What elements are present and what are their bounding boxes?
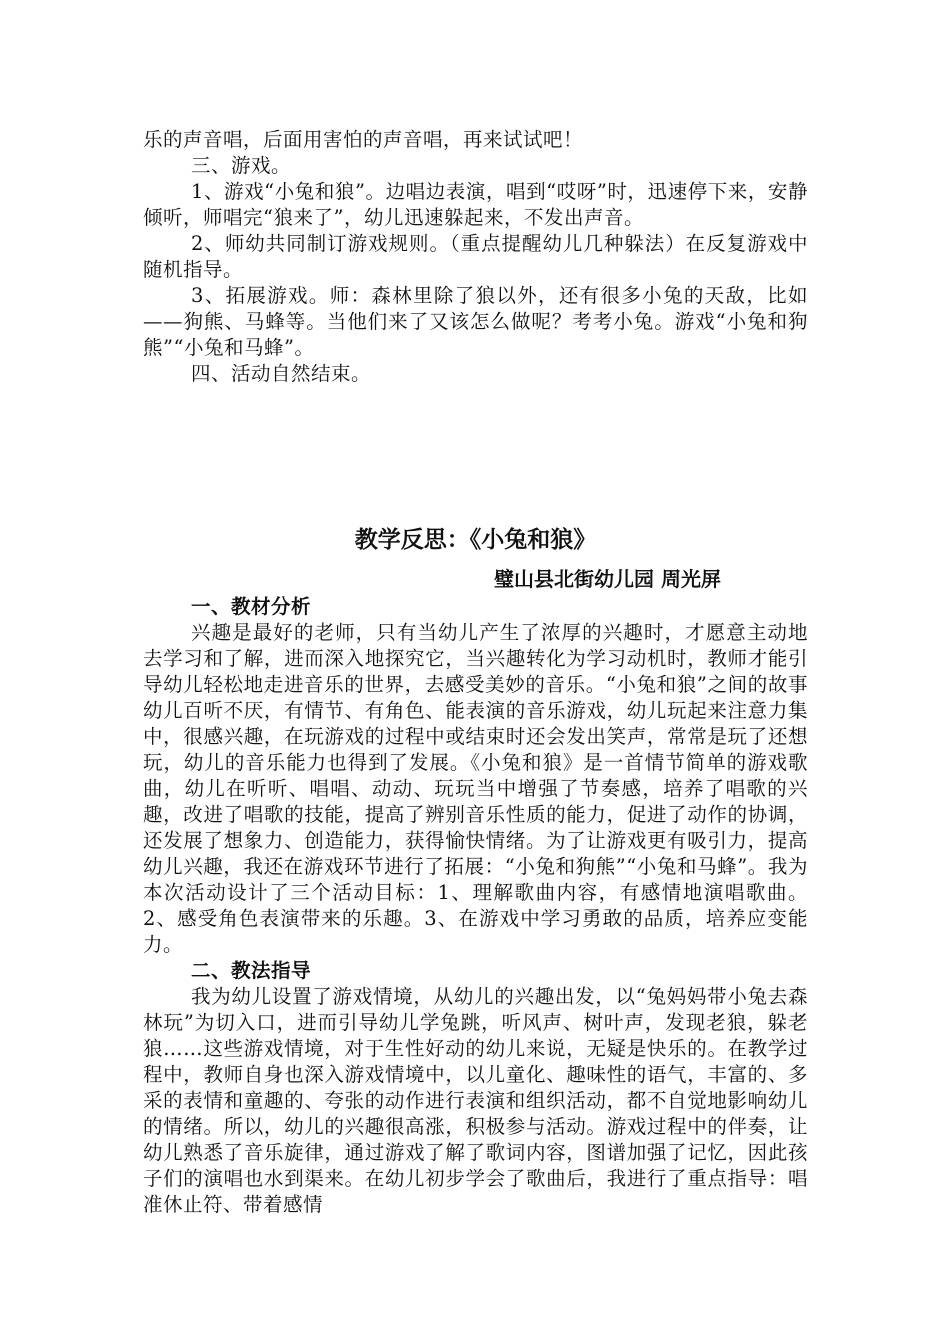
game-2-paragraph: 2、师幼共同制订游戏规则。（重点提醒幼儿几种躲法）在反复游戏中随机指导。 [143,232,808,281]
reflection-title: 教学反思：《小兔和狼》 [354,527,597,553]
section-1-heading: 一、教材分析 [191,595,312,618]
step-4-heading: 四、活动自然结束。 [191,362,372,385]
reflection-body [143,594,808,1218]
continued-paragraph: 乐的声音唱，后面用害怕的声音唱，再来试试吧！ [143,128,584,151]
section-2-heading: 二、教法指导 [191,959,312,982]
activity-steps [143,127,808,387]
game-1-paragraph: 1、游戏“小兔和狼”。边唱边表演，唱到“哎呀”时，迅速停下来，安静倾听，师唱完“狼来了”，幼儿迅速躲起来，不发出声音。 [143,180,808,229]
section-1-paragraph: 兴趣是最好的老师，只有当幼儿产生了浓厚的兴趣时，才愿意主动地去学习和了解，进而深入地探究它，当兴趣转化为学习动机时，教师才能引导幼儿轻松地走进音乐的世界，去感受美妙的音乐。“小兔和狼”之间的故事幼儿百听不厌，有情节、有角色、能表演的音乐游戏，幼儿玩起来注意力集中，很感兴趣，在玩游戏的过程中或结束时还会发出笑声，常常是玩了还想玩，幼儿的音乐能力也得到了发展。《小兔和狼》是一首情节简单的游戏歌曲，幼儿在听听、唱唱、动动、玩玩当中增强了节奏感，培养了唱歌的兴趣，改进了唱歌的技能，提高了辨别音乐性质的能力，促进了动作的协调，还发展了想象力、创造能力，获得愉快情绪。为了让游戏更有吸引力，提高幼儿兴趣，我还在游戏环节进行了拓展：“小兔和狗熊”“小兔和马蜂”。我为本次活动设计了三个活动目标：1、理解歌曲内容，有感情地演唱歌曲。2、感受角色表演带来的乐趣。3、在游戏中学习勇敢的品质，培养应变能力。 [143,621,808,956]
step-3-heading: 三、游戏。 [191,154,292,177]
section-2-paragraph: 我为幼儿设置了游戏情境，从幼儿的兴趣出发，以“兔妈妈带小兔去森林玩”为切入口，进而引导幼儿学兔跳，听风声、树叶声，发现老狼，躲老狼……这些游戏情境，对于生性好动的幼儿来说，无疑是快乐的。在教学过程中，教师自身也深入游戏情境中，以儿童化、趣味性的语气，丰富的、多采的表情和童趣的、夸张的动作进行表演和组织活动，都不自觉地影响幼儿的情绪。所以，幼儿的兴趣很高涨，积极参与活动。游戏过程中的伴奏，让幼儿熟悉了音乐旋律，通过游戏了解了歌词内容，图谱加强了记忆，因此孩子们的演唱也水到渠来。在幼儿初步学会了歌曲后，我进行了重点指导：唱准休止符、带着感情 [143,985,808,1216]
author-line: 璧山县北街幼儿园 周光屏 [494,567,721,591]
game-3-paragraph: 3、拓展游戏。师：森林里除了狼以外，还有很多小兔的天敌，比如——狗熊、马蜂等。当他们来了又该怎么做呢？考考小兔。游戏“小兔和狗熊”“小兔和马蜂”。 [143,284,808,359]
